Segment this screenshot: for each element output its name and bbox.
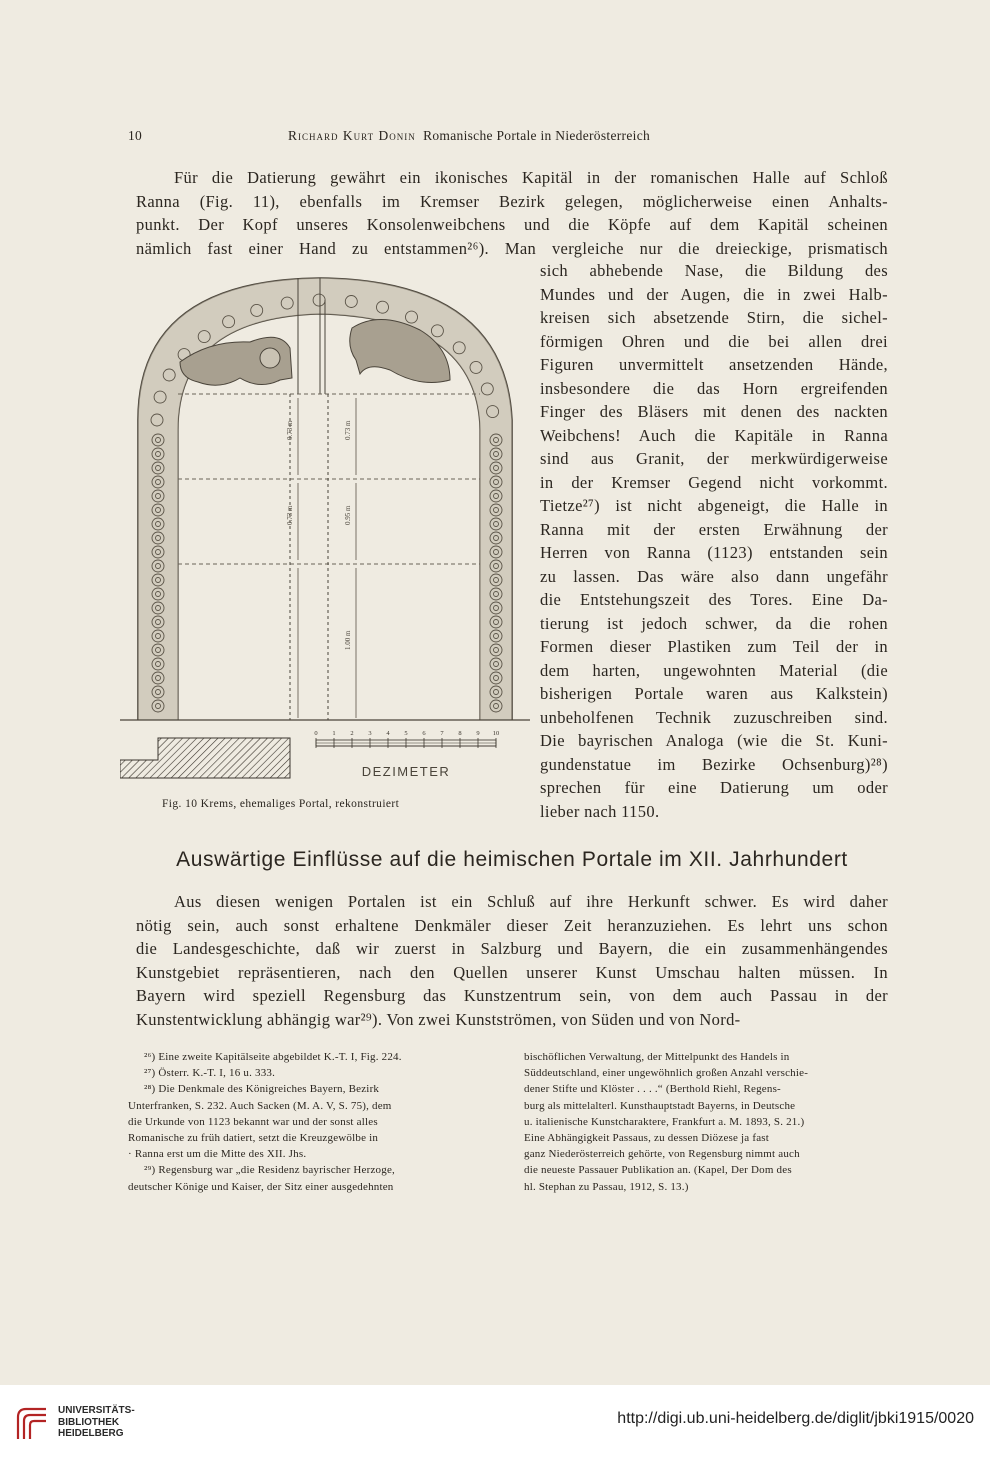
dimension-label: 1.00 m (344, 630, 352, 650)
text-line: Tietze²⁷) ist nicht abgeneigt, die Halle in (540, 496, 888, 515)
text-line: sprechen für eine Datierung um oder (540, 778, 888, 797)
footnote-line: u. italienische Kunstcharaktere, Frankfurt a. M. 1893, S. 21.) (524, 1115, 805, 1128)
library-name-line: HEIDELBERG (58, 1428, 124, 1439)
text-line: kreisen sich absetzende Stirn, die sichel- (540, 308, 888, 327)
text-line: Aus diesen wenigen Portalen ist ein Schluß auf ihre Herkunft schwer. Es wird daher (174, 892, 888, 911)
scale-bar (314, 730, 499, 779)
footnote-line: ²⁹) Regensburg war „die Residenz bayrischer Herzoge, (144, 1164, 395, 1177)
source-url[interactable]: http://digi.ub.uni-heidelberg.de/diglit/jbki1915/0020 (617, 1410, 974, 1427)
paragraph-column (540, 259, 888, 823)
footnote-line: Unterfranken, S. 232. Auch Sacken (M. A. V, S. 75), dem (128, 1099, 392, 1112)
footnotes-right (524, 1049, 886, 1195)
text-line: Ranna mit der ersten Erwähnung der (540, 519, 888, 539)
text-line: tierung ist jedoch schwer, da die rohen (540, 613, 888, 633)
text-line: die Landesgeschichte, daß wir zuerst in Salzburg und Bayern, die ein zusammenhängendes (136, 939, 888, 958)
running-title (288, 128, 650, 144)
footnote-line: ²⁷) Österr. K.-T. I, 16 u. 333. (144, 1067, 276, 1080)
footnote-line: die Urkunde von 1123 bekannt war und der sonst alles (128, 1115, 378, 1128)
text-line: sind aus Granit, der merkwürdigerweise (540, 449, 888, 468)
footnote-line: ²⁸) Die Denkmale des Königreiches Bayern, Bezirk (144, 1083, 380, 1096)
footnote-line: burg als mittelalterl. Kunsthauptstadt Bayerns, in Deutsche (524, 1099, 796, 1112)
footnotes-left (128, 1049, 490, 1195)
scale-number: 4 (386, 730, 390, 737)
footnote-line: hl. Stephan zu Passau, 1912, S. 13.) (524, 1180, 689, 1193)
text-line: punkt. Der Kopf unseres Konsolenweibchens und die Köpfe auf dem Kapitäl scheinen (136, 215, 888, 234)
footnote-line: ganz Niederösterreich gehörte, von Regensburg nimmt auch (524, 1148, 800, 1161)
book-title: Romanische Portale in Niederösterreich (423, 128, 651, 143)
library-logo-icon (12, 1405, 52, 1441)
text-line: sich abhebende Nase, die Bildung des (540, 261, 888, 280)
text-line: unbeholfenen Technik zuzuschreiben sind. (540, 707, 888, 727)
text-line: Die bayrischen Analoga (wie die St. Kuni- (540, 731, 888, 750)
threshold-step (120, 738, 290, 778)
footnote-line: Romanische zu früh datiert, setzt die Kreuzgewölbe in (128, 1132, 379, 1145)
text-line: Für die Datierung gewährt ein ikonisches Kapitäl in der romanischen Halle auf Schloß (174, 168, 888, 187)
scale-number: 1 (332, 730, 336, 737)
text-line: zu lassen. Das wäre also dann ungefähr (540, 566, 888, 586)
paragraph-bottom (136, 890, 888, 1031)
scale-number: 10 (492, 730, 500, 737)
text-line: Figuren unvermittelt ansetzenden Hände, (540, 355, 888, 374)
footnote-line: die neueste Passauer Publikation an. (Kapel, Der Dom des (524, 1164, 792, 1177)
text-line: Ranna (Fig. 11), ebenfalls im Kremser Bezirk gelegen, möglicherweise einen Anhalts- (136, 191, 888, 211)
portal-figure (120, 270, 530, 790)
text-line: lieber nach 1150. (540, 801, 660, 821)
library-name (58, 1405, 135, 1440)
text-line: Kunstentwicklung abhängig war²⁹). Von zwei Kunstströmen, von Süden und von Nord- (136, 1009, 741, 1029)
scale-number: 9 (476, 730, 480, 737)
text-line: nämlich fast einer Hand zu entstammen²⁶). Man vergleiche nur die dreieckige, prismatisch (136, 238, 888, 258)
scale-number: 8 (458, 730, 462, 737)
text-line: Weibchens! Auch die Kapitäle in Ranna (540, 425, 888, 445)
footnote-line: deutscher Könige und Kaiser, der Sitz einer ausgedehnten (128, 1180, 394, 1193)
text-line: dem harten, ungewohnten Material (die (540, 660, 888, 680)
scale-number: 6 (422, 730, 426, 737)
dimension-label: 0.73 m (286, 505, 294, 525)
text-line: Bayern wird speziell Regensburg das Kunstzentrum sein, von dem auch Passau in der (136, 986, 888, 1005)
text-line: förmigen Ohren und die bei allen drei (540, 331, 888, 351)
paragraph-top (136, 166, 888, 260)
library-name-line: UNIVERSITÄTS- (58, 1405, 135, 1416)
text-line: Finger des Bläsers mit denen des nackten (540, 402, 888, 421)
scale-number: 7 (440, 730, 444, 737)
scale-number: 0 (314, 730, 318, 737)
page-number: 10 (128, 128, 143, 143)
scale-number: 3 (368, 730, 372, 737)
text-line: die Entstehungszeit des Tores. Eine Da- (540, 590, 888, 609)
scale-number: 2 (350, 730, 354, 737)
text-line: bisherigen Portale waren aus Kalkstein) (540, 684, 888, 703)
text-line: gundenstatue im Bezirke Ochsenburg)²⁸) (540, 754, 888, 774)
dimension-label: 0.73 m (344, 420, 352, 440)
text-line: in der Kremser Gegend nicht vorkommt. (540, 472, 888, 492)
text-line: insbesondere die das Horn ergreifenden (540, 378, 888, 398)
text-line: Herren von Ranna (1123) entstanden sein (540, 543, 888, 562)
section-heading: Auswärtige Einflüsse auf die heimischen Portale im XII. Jahrhundert (176, 848, 848, 871)
footnote-line: Süddeutschland, einer ungewöhnlich großen Anzahl verschie- (524, 1067, 809, 1080)
text-line: Formen dieser Plastiken zum Teil der in (540, 637, 888, 656)
footnote-line: bischöflichen Verwaltung, der Mittelpunkt des Handels in (524, 1051, 790, 1063)
text-line: nötig sein, auch sonst erhaltene Denkmäler dieser Zeit heranzuziehen. Es lehrt uns schon (136, 915, 888, 935)
footnote-line: dener Stifte und Klöster . . . .“ (Berthold Riehl, Regens- (524, 1083, 781, 1096)
library-name-line: BIBLIOTHEK (58, 1416, 120, 1428)
text-line: Kunstgebiet repräsentieren, nach den Quellen unserer Kunst Umschau halten müssen. In (136, 962, 888, 982)
scale-number: 5 (404, 730, 408, 737)
dimension-label: 0.95 m (344, 505, 352, 525)
dimension-label: 0.73 m (286, 420, 294, 440)
figure-caption: Fig. 10 Krems, ehemaliges Portal, rekonstruiert (162, 798, 400, 810)
footnote-line: ²⁶) Eine zweite Kapitälseite abgebildet K.-T. I, Fig. 224. (144, 1051, 402, 1063)
text-line: Mundes und der Augen, die in zwei Halb- (540, 284, 888, 304)
author-name: Richard Kurt Donin (288, 128, 416, 143)
footnote-line: · Ranna erst um die Mitte des XII. Jhs. (128, 1148, 307, 1161)
scale-label: DEZIMETER (361, 764, 451, 779)
footnote-line: Eine Abhängigkeit Passaus, zu dessen Diözese ja fast (524, 1132, 770, 1145)
